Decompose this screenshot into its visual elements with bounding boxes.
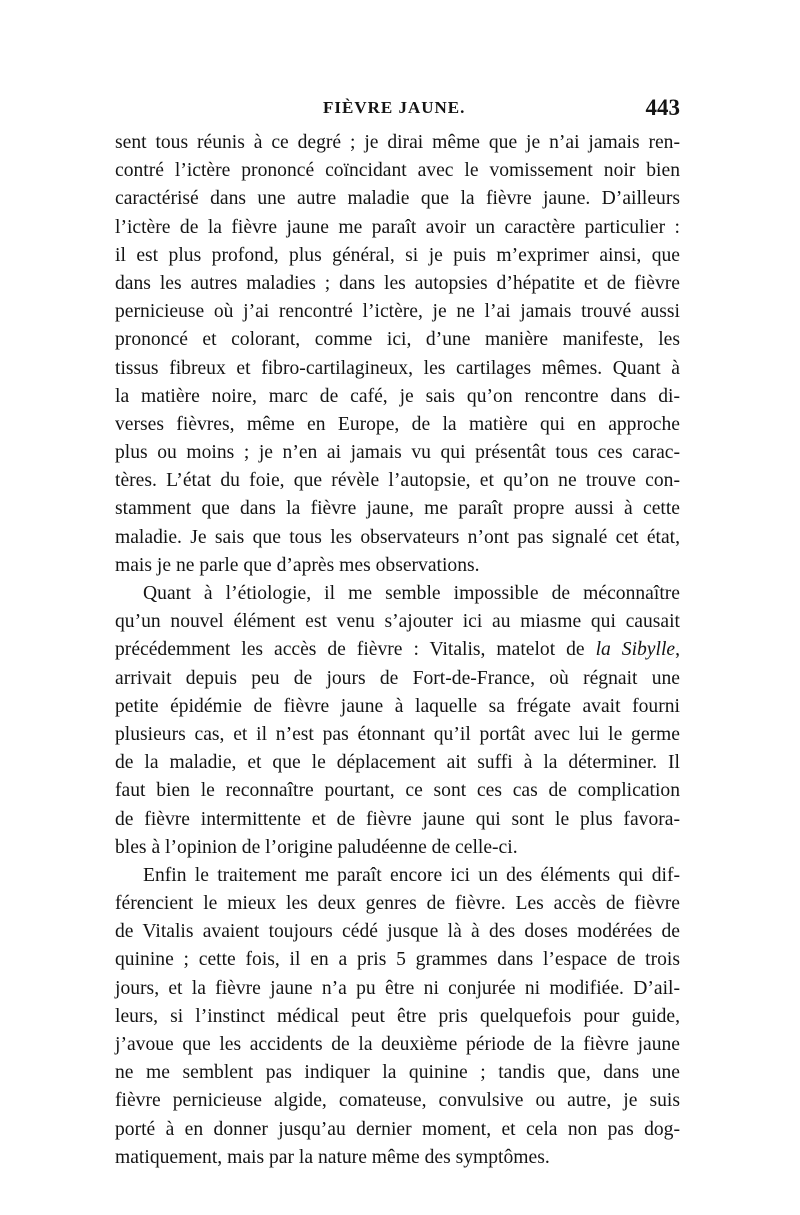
text-line: plus ou moins ; je n’en ai jamais vu qui présentât tous ces carac- xyxy=(115,442,680,464)
text-line: quinine ; cette fois, il en a pris 5 grammes dans l’espace de trois xyxy=(115,949,680,971)
text-line: leurs, si l’instinct médical peut être pris quelquefois pour guide, xyxy=(115,1005,680,1027)
ship-name: la Sibylle xyxy=(595,639,676,661)
text-line: de fièvre intermittente et de fièvre jaune qui sont le plus favora- xyxy=(115,808,680,830)
running-header xyxy=(115,95,680,128)
text-line: fièvre pernicieuse algide, comateuse, convulsive ou autre, je suis xyxy=(115,1090,680,1112)
text-line: Enfin le traitement me paraît encore ici un des éléments qui dif- xyxy=(143,864,680,886)
text-line: la matière noire, marc de café, je sais qu’on rencontre dans di- xyxy=(115,385,680,407)
text-line: faut bien le reconnaître pourtant, ce sont ces cas de complication xyxy=(115,780,680,802)
text-line: prononcé et colorant, comme ici, d’une manière manifeste, les xyxy=(115,329,680,351)
page-number: 443 xyxy=(645,95,680,120)
text-line: j’avoue que les accidents de la deuxième période de la fièvre jaune xyxy=(115,1034,680,1055)
text-line: précédemment les accès de fièvre : Vitalis, matelot de la Sibylle, xyxy=(115,639,680,661)
text-line: stamment que dans la fièvre jaune, me paraît propre aussi à cette xyxy=(115,498,680,520)
body-text xyxy=(115,129,680,1172)
text-line: férencient le mieux les deux genres de fièvre. Les accès de fièvre xyxy=(115,893,680,915)
text-line: jours, et la fièvre jaune n’a pu être ni conjurée ni modifiée. D’ail- xyxy=(115,977,680,999)
text-line: mais je ne parle que d’après mes observations. xyxy=(115,554,480,576)
running-title: FIÈVRE JAUNE. xyxy=(323,98,466,117)
text-line: ne me semblent pas indiquer la quinine ; tandis que, dans une xyxy=(115,1062,680,1084)
text-line: maladie. Je sais que tous les observateurs n’ont pas signalé cet état, xyxy=(115,526,680,548)
text-line: pernicieuse où j’ai rencontré l’ictère, je ne l’ai jamais trouvé aussi xyxy=(115,301,680,323)
text-line: qu’un nouvel élément est venu s’ajouter ici au miasme qui causait xyxy=(115,611,680,633)
text-line: tères. L’état du foie, que révèle l’autopsie, et qu’on ne trouve con- xyxy=(115,470,680,492)
text-line: dans les autres maladies ; dans les autopsies d’hépatite et de fièvre xyxy=(115,272,680,294)
text-line: Quant à l’étiologie, il me semble impossible de méconnaître xyxy=(143,583,680,604)
text-line: de Vitalis avaient toujours cédé jusque là à des doses modérées de xyxy=(115,921,680,943)
text-line: bles à l’opinion de l’origine paludéenne de celle-ci. xyxy=(115,836,518,858)
paragraph-3 xyxy=(115,862,680,1172)
text-line: tissus fibreux et fibro-cartilagineux, les cartilages mêmes. Quant à xyxy=(115,357,680,379)
text-line: de la maladie, et que le déplacement ait suffi à la déterminer. Il xyxy=(115,752,680,774)
paragraph-1 xyxy=(115,129,680,580)
text-line: arrivait depuis peu de jours de Fort-de-France, où régnait une xyxy=(115,667,680,689)
text-line: matiquement, mais par la nature même des symptômes. xyxy=(115,1146,550,1168)
text-line: verses fièvres, même en Europe, de la matière qui en approche xyxy=(115,413,680,435)
text-line: contré l’ictère prononcé coïncidant avec le vomissement noir bien xyxy=(115,160,680,182)
text-line: porté à en donner jusqu’au dernier moment, et cela non pas dog- xyxy=(115,1118,680,1140)
text-line: l’ictère de la fièvre jaune me paraît avoir un caractère particulier : xyxy=(115,216,680,238)
text-line: sent tous réunis à ce degré ; je dirai même que je n’ai jamais ren- xyxy=(115,132,680,153)
text-line: plusieurs cas, et il n’est pas étonnant qu’il portât avec lui le germe xyxy=(115,723,680,745)
text-line: caractérisé dans une autre maladie que la fièvre jaune. D’ailleurs xyxy=(115,188,680,210)
paragraph-2 xyxy=(115,580,680,862)
text-line: il est plus profond, plus général, si je puis m’exprimer ainsi, que xyxy=(115,244,680,266)
text-line: petite épidémie de fièvre jaune à laquelle sa frégate avait fourni xyxy=(115,695,680,717)
